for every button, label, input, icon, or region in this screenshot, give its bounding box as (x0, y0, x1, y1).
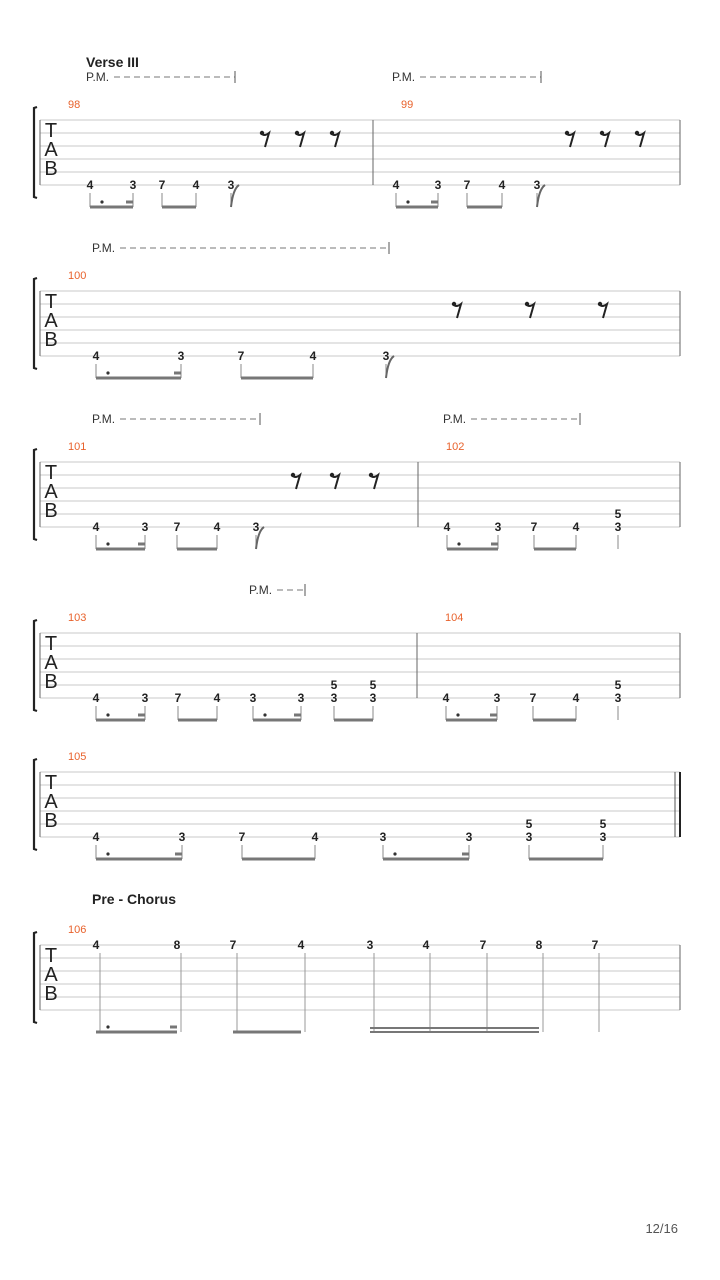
tab-clef-t: T (44, 291, 58, 313)
fret-number: 3 (227, 178, 235, 192)
fret-number: 3 (141, 691, 149, 705)
fret-number: 3 (382, 349, 390, 363)
rest-dot (565, 131, 569, 135)
fret-number: 3 (366, 938, 374, 952)
dot (100, 200, 103, 203)
fret-number: 7 (591, 938, 599, 952)
fret-number: 7 (463, 178, 471, 192)
fret-number: 4 (572, 520, 580, 534)
fret-number: 7 (174, 691, 182, 705)
fret-number: 4 (92, 830, 100, 844)
fret-number: 5 (614, 678, 622, 692)
fret-number: 3 (493, 691, 501, 705)
fret-number: 4 (297, 938, 305, 952)
fret-number: 3 (525, 830, 533, 844)
system-bracket (34, 932, 37, 1023)
palm-mute-label: P.M. (392, 70, 416, 84)
dot (106, 852, 109, 855)
fret-number: 3 (369, 691, 377, 705)
tab-clef-b: B (44, 983, 58, 1005)
fret-number: 4 (392, 178, 400, 192)
tab-clef-b: B (44, 671, 58, 693)
fret-number: 5 (369, 678, 377, 692)
fret-number: 4 (422, 938, 430, 952)
measure-number: 100 (68, 270, 87, 282)
fret-number: 3 (465, 830, 473, 844)
rest-dot (369, 473, 373, 477)
rest-dot (598, 302, 602, 306)
tab-clef-b: B (44, 329, 58, 351)
tab-clef-t: T (44, 120, 58, 142)
tab-clef-a: A (44, 481, 58, 503)
dot (393, 852, 396, 855)
dot (457, 542, 460, 545)
rest-dot (330, 131, 334, 135)
fret-number: 4 (92, 691, 100, 705)
fret-number: 4 (309, 349, 317, 363)
rest-dot (452, 302, 456, 306)
system-bracket (34, 107, 37, 198)
tab-clef-a: A (44, 139, 58, 161)
measure-number: 105 (68, 751, 87, 763)
fret-number: 4 (92, 349, 100, 363)
fret-number: 4 (213, 691, 221, 705)
measure-number: 99 (401, 99, 414, 111)
fret-number: 3 (533, 178, 541, 192)
fret-number: 3 (178, 830, 186, 844)
fret-number: 4 (92, 938, 100, 952)
fret-number: 3 (494, 520, 502, 534)
dot (106, 371, 109, 374)
tab-clef-t: T (44, 945, 58, 967)
palm-mute-label: P.M. (249, 583, 273, 597)
tab-clef-a: A (44, 964, 58, 986)
fret-number: 8 (535, 938, 543, 952)
tab-clef-b: B (44, 158, 58, 180)
fret-number: 4 (311, 830, 319, 844)
fret-number: 4 (192, 178, 200, 192)
rest-dot (330, 473, 334, 477)
tab-clef-a: A (44, 791, 58, 813)
system-bracket (34, 278, 37, 369)
fret-number: 4 (92, 520, 100, 534)
measure-number: 106 (68, 924, 87, 936)
fret-number: 4 (572, 691, 580, 705)
measure-number: 104 (445, 612, 464, 624)
rest-dot (260, 131, 264, 135)
palm-mute-label: P.M. (92, 241, 116, 255)
tab-clef-b: B (44, 810, 58, 832)
fret-number: 3 (614, 691, 622, 705)
fret-number: 7 (479, 938, 487, 952)
tab-clef-t: T (44, 633, 58, 655)
system-bracket (34, 759, 37, 850)
dot (263, 713, 266, 716)
fret-number: 7 (229, 938, 237, 952)
fret-number: 7 (173, 520, 181, 534)
fret-number: 3 (141, 520, 149, 534)
fret-number: 3 (614, 520, 622, 534)
section-verse-iii: Verse III (86, 54, 139, 70)
fret-number: 3 (297, 691, 305, 705)
fret-number: 3 (434, 178, 442, 192)
palm-mute-label: P.M. (92, 412, 116, 426)
system-bracket (34, 449, 37, 540)
measure-number: 103 (68, 612, 87, 624)
dot (106, 713, 109, 716)
fret-number: 3 (249, 691, 257, 705)
fret-number: 5 (614, 507, 622, 521)
fret-number: 4 (498, 178, 506, 192)
fret-number: 4 (442, 691, 450, 705)
dot (106, 542, 109, 545)
palm-mute-label: P.M. (443, 412, 467, 426)
tab-clef-t: T (44, 462, 58, 484)
rest-dot (600, 131, 604, 135)
fret-number: 8 (173, 938, 181, 952)
rest-dot (291, 473, 295, 477)
tab-clef-a: A (44, 652, 58, 674)
measure-number: 102 (446, 441, 465, 453)
rest-dot (525, 302, 529, 306)
fret-number: 7 (529, 691, 537, 705)
page-number: 12/16 (645, 1221, 678, 1236)
fret-number: 3 (252, 520, 260, 534)
tab-clef-b: B (44, 500, 58, 522)
fret-number: 3 (177, 349, 185, 363)
section-pre-chorus: Pre - Chorus (92, 891, 177, 907)
fret-number: 3 (330, 691, 338, 705)
fret-number: 3 (379, 830, 387, 844)
fret-number: 7 (530, 520, 538, 534)
dot (456, 713, 459, 716)
fret-number: 4 (86, 178, 94, 192)
fret-number: 4 (213, 520, 221, 534)
fret-number: 3 (599, 830, 607, 844)
fret-number: 5 (525, 817, 533, 831)
rest-dot (635, 131, 639, 135)
fret-number: 7 (237, 349, 245, 363)
palm-mute-label: P.M. (86, 70, 110, 84)
fret-number: 5 (330, 678, 338, 692)
tab-clef-t: T (44, 772, 58, 794)
measure-number: 98 (68, 99, 81, 111)
system-bracket (34, 620, 37, 711)
dot (106, 1025, 109, 1028)
tab-clef-a: A (44, 310, 58, 332)
rest-dot (295, 131, 299, 135)
measure-number: 101 (68, 441, 87, 453)
fret-number: 5 (599, 817, 607, 831)
fret-number: 7 (238, 830, 246, 844)
fret-number: 4 (443, 520, 451, 534)
fret-number: 3 (129, 178, 137, 192)
dot (406, 200, 409, 203)
fret-number: 7 (158, 178, 166, 192)
